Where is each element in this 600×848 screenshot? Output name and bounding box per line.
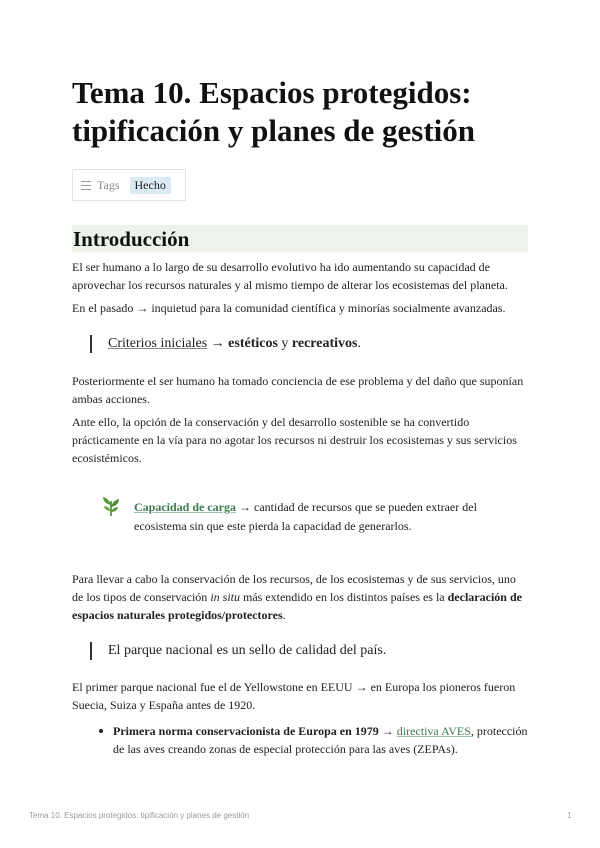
period-text: . bbox=[282, 608, 286, 622]
bold-text: declaración de espacios naturales protegidos/protectores bbox=[72, 590, 522, 622]
tag-badge[interactable]: Hecho bbox=[130, 177, 171, 194]
paragraph-3: Posteriormente el ser humano ha tomado conciencia de ese problema y del daño que suponían ambas acciones. bbox=[72, 374, 524, 406]
period-text: . bbox=[357, 336, 361, 351]
tags-label: Tags bbox=[97, 177, 120, 192]
capacidad-link[interactable]: Capacidad de carga bbox=[134, 500, 236, 514]
bullet-dot bbox=[99, 729, 103, 733]
arrow-text: → bbox=[207, 336, 229, 351]
italic-text: in situ bbox=[210, 590, 240, 604]
list-item-text bbox=[113, 722, 528, 758]
bold-text: Primera norma conservacionista de Europa en 1979 bbox=[113, 724, 379, 738]
bold-text: estéticos bbox=[228, 336, 278, 351]
callout-definition: → cantidad de recursos que se pueden extraer del ecosistema sin que este pierda la capacidad de generarlos. bbox=[134, 500, 477, 533]
underlined-text: Criterios iniciales bbox=[108, 336, 208, 351]
list-icon bbox=[81, 181, 91, 190]
paragraph-1: El ser humano a lo largo de su desarrollo evolutivo ha ido aumentando su capacidad de aprovechar los recursos naturales y al mismo tiempo de alterar los ecosistemas del planeta. bbox=[72, 260, 508, 292]
directiva-aves-link[interactable]: directiva AVES bbox=[396, 724, 471, 738]
para5-text: Para llevar a cabo la conservación de los recursos, de los ecosistemas y de sus servicios, uno de los tipos de conservación bbox=[72, 572, 516, 604]
bold-text: recreativos bbox=[291, 336, 358, 351]
page-footer: Tema 10. Espacios protegidos: tipificación y planes de gestión bbox=[29, 811, 250, 820]
section-heading: Introducción bbox=[72, 225, 528, 252]
herb-icon bbox=[100, 495, 122, 517]
list-item-rest: , protección de las aves creando zonas de especial protección para las aves (ZEPAs). bbox=[113, 724, 528, 756]
paragraph-2: En el pasado → inquietud para la comunidad científica y minorías socialmente avanzadas. bbox=[72, 301, 506, 315]
callout-box bbox=[100, 493, 528, 545]
paragraph-4: Ante ello, la opción de la conservación y del desarrollo sostenible se ha convertido prácticamente en la vía para no agotar los recursos ni destruir los ecosistemas y sus servicios ecosistémicos. bbox=[72, 415, 517, 465]
paragraph-6: El primer parque nacional fue el de Yellowstone en EEUU → en Europa los pioneros fueron Suecia, Suiza y España antes de 1920. bbox=[72, 680, 516, 712]
properties-row bbox=[72, 169, 186, 201]
page-number: 1 bbox=[567, 811, 572, 820]
conjunction-text: y bbox=[277, 336, 292, 351]
paragraph-5 bbox=[72, 570, 528, 624]
callout-text bbox=[134, 498, 528, 536]
arrow-text: → bbox=[378, 724, 397, 738]
page-title: Tema 10. Espacios protegidos: tipificación y planes de gestión bbox=[72, 75, 476, 148]
quote-criterios bbox=[90, 335, 361, 353]
para5-text: más extendido en los distintos países es la bbox=[239, 590, 448, 604]
quote-parque: El parque nacional es un sello de calidad del país. bbox=[90, 642, 386, 660]
